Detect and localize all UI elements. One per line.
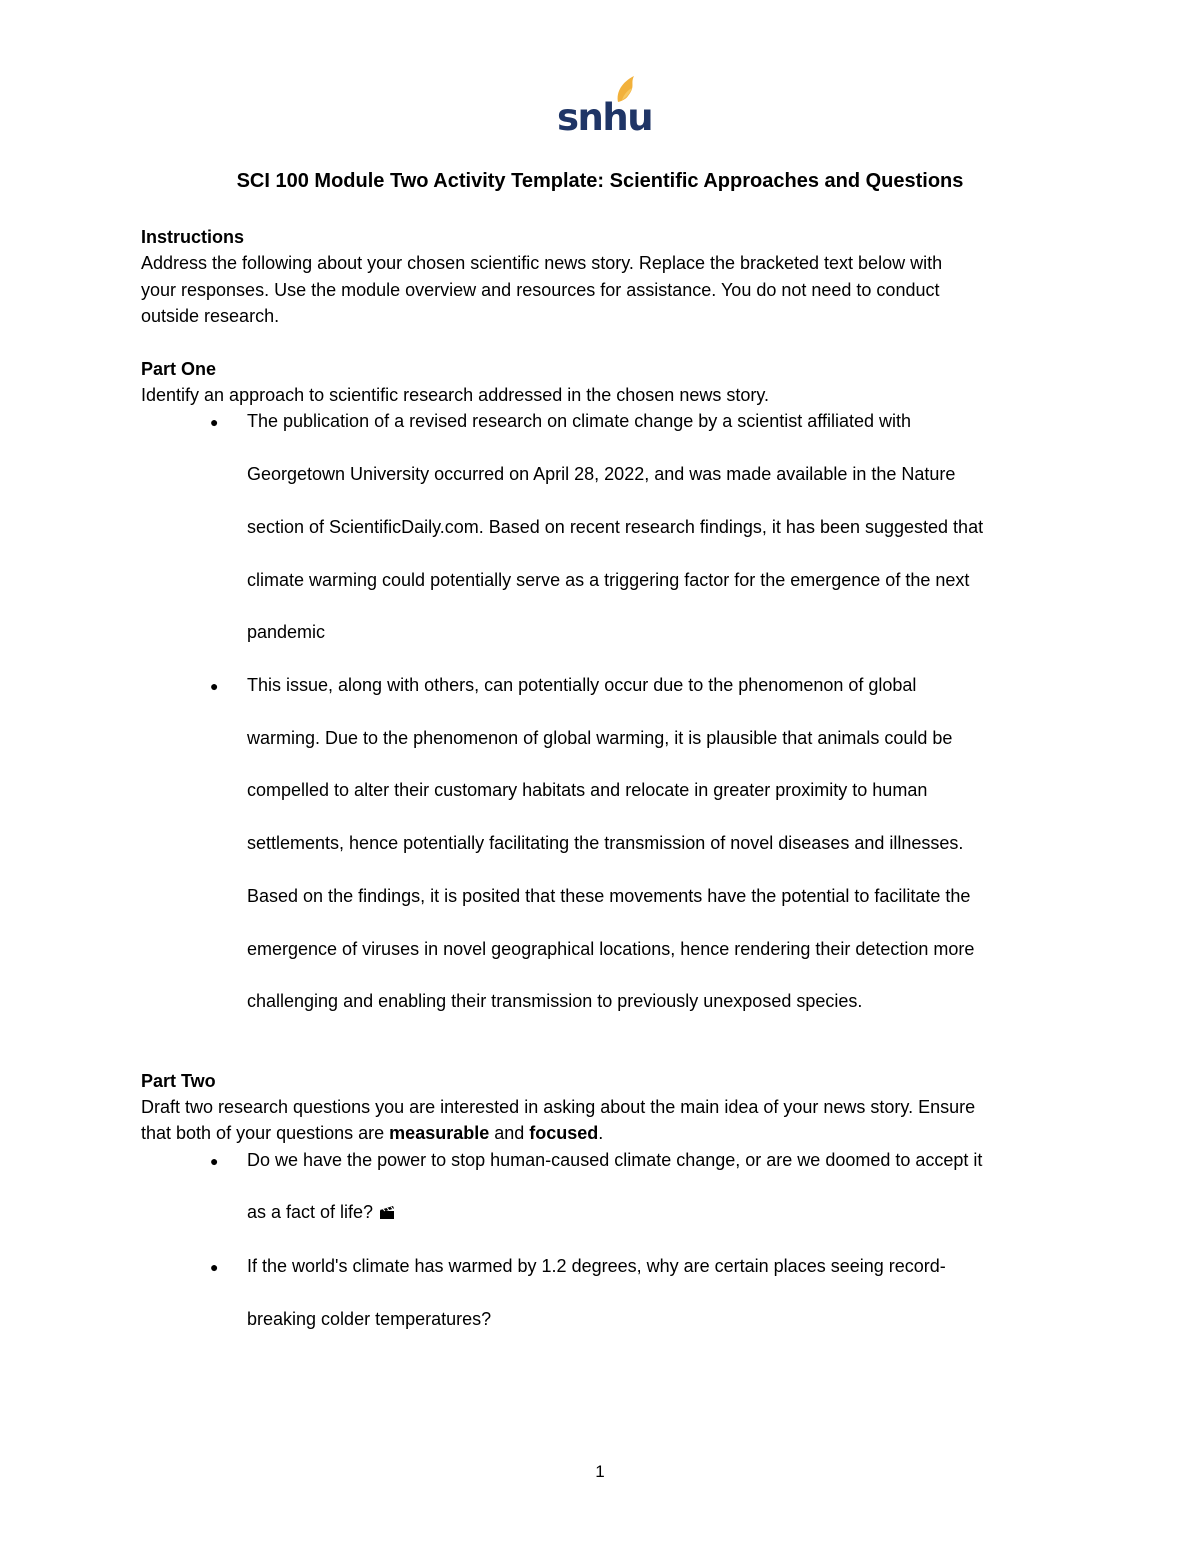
part-one-bullet-2-line-7: challenging and enabling their transmission to previously unexposed species. [247, 991, 863, 1011]
bullet-marker: ● [210, 678, 219, 694]
part-one-prompt: Identify an approach to scientific research addressed in the chosen news story. [141, 385, 770, 405]
instructions-line-1: Address the following about your chosen scientific news story. Replace the bracketed text below with [141, 253, 943, 273]
bullet-marker: ● [210, 1153, 219, 1169]
clapperboard-icon [379, 1201, 395, 1227]
document-title: SCI 100 Module Two Activity Template: Scientific Approaches and Questions [236, 170, 964, 192]
part-two-prompt-line-2: that both of your questions are measurable and focused. [141, 1123, 604, 1143]
part-two-question-2-line-1: If the world's climate has warmed by 1.2 degrees, why are certain places seeing record- [247, 1256, 946, 1276]
part-two-question-2-line-2: breaking colder temperatures? [247, 1309, 492, 1329]
part-two-heading: Part Two [141, 1071, 216, 1091]
part-two-question-1-line-1: Do we have the power to stop human-caused climate change, or are we doomed to accept it [247, 1150, 983, 1170]
part-one-bullet-1-line-3: section of ScientificDaily.com. Based on recent research findings, it has been suggested that [247, 517, 984, 537]
part-one-bullet-2-line-1: This issue, along with others, can potentially occur due to the phenomenon of global [247, 675, 917, 695]
measurable-emphasis: measurable [389, 1123, 490, 1143]
instructions-heading: Instructions [141, 227, 245, 247]
focused-emphasis: focused [529, 1123, 599, 1143]
part-one-bullet-2-line-2: warming. Due to the phenomenon of global warming, it is plausible that animals could be [247, 728, 953, 748]
bullet-marker: ● [210, 414, 219, 430]
part-one-bullet-1-line-5: pandemic [247, 622, 326, 642]
instructions-line-2: your responses. Use the module overview and resources for assistance. You do not need to conduct [141, 280, 940, 300]
svg-text:snhu: snhu [557, 96, 653, 139]
part-one-bullet-1-line-4: climate warming could potentially serve as a triggering factor for the emergence of the next [247, 570, 970, 590]
part-one-bullet-1-line-1: The publication of a revised research on climate change by a scientist affiliated with [247, 411, 912, 431]
part-one-bullet-2-line-4: settlements, hence potentially facilitating the transmission of novel diseases and illnesses. [247, 833, 964, 853]
part-one-bullet-2-line-6: emergence of viruses in novel geographical locations, hence rendering their detection more [247, 939, 975, 959]
bullet-marker: ● [210, 1259, 219, 1275]
snhu-logo [556, 72, 653, 139]
part-one-bullet-2-line-5: Based on the findings, it is posited that these movements have the potential to facilitate the [247, 886, 971, 906]
part-one-bullet-2-line-3: compelled to alter their customary habitats and relocate in greater proximity to human [247, 780, 928, 800]
part-two-question-1-line-2: as a fact of life? [247, 1199, 1067, 1227]
part-one-heading: Part One [141, 359, 217, 379]
page-number: 1 [595, 1462, 605, 1481]
part-one-bullet-1-line-2: Georgetown University occurred on April 28, 2022, and was made available in the Nature [247, 464, 956, 484]
instructions-line-3: outside research. [141, 306, 280, 326]
part-two-prompt-line-1: Draft two research questions you are interested in asking about the main idea of your news story. Ensure [141, 1097, 976, 1117]
